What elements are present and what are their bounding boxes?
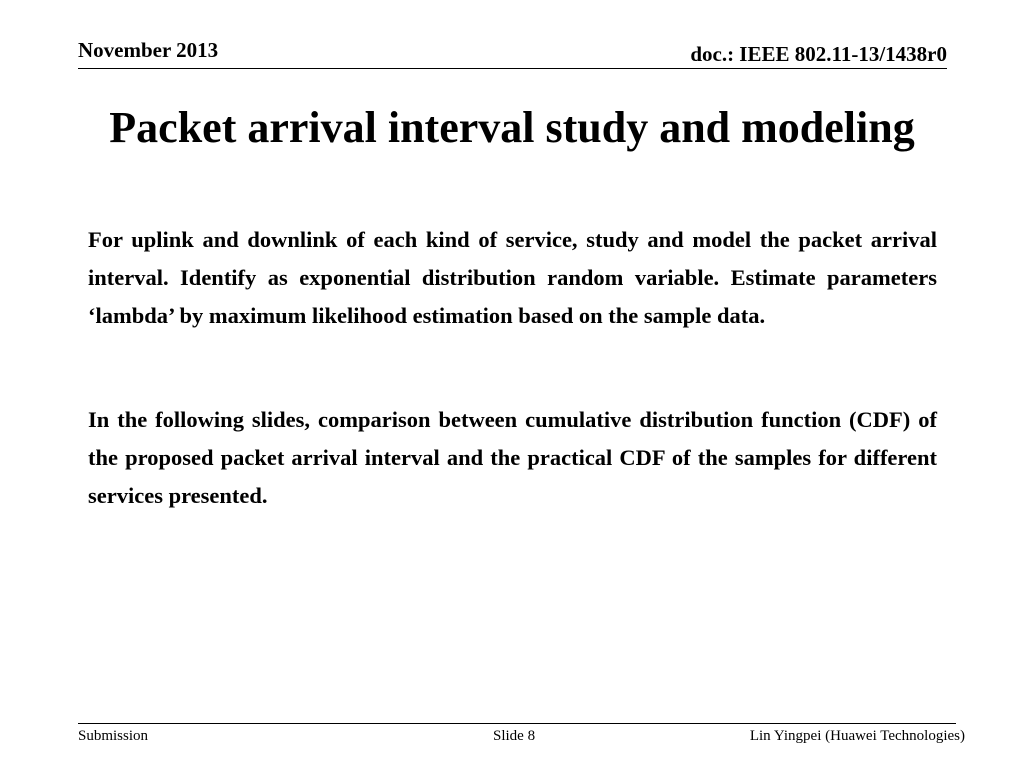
body-paragraph-2: In the following slides, comparison between cumulative distribution function (CDF) of the proposed packet arrival interval and the practical CDF of the samples for different services presented. xyxy=(88,407,937,508)
slide-title: Packet arrival interval study and modeling xyxy=(109,103,915,152)
footer-slide-number: Slide 8 xyxy=(493,728,536,744)
footer-divider xyxy=(78,723,956,724)
footer-author: Lin Yingpei (Huawei Technologies) xyxy=(749,728,965,744)
body-paragraph-1: For uplink and downlink of each kind of service, study and model the packet arrival interval. Identify as exponential distribution random variable. Estimate parameters ‘lambda’ by maximum likelihood estimation based on the sample data. xyxy=(88,227,937,328)
header-date: November 2013 xyxy=(78,38,219,62)
header-doc-id: doc.: IEEE 802.11-13/1438r0 xyxy=(690,42,947,66)
header-divider xyxy=(78,68,947,69)
footer-submission: Submission xyxy=(78,728,149,744)
